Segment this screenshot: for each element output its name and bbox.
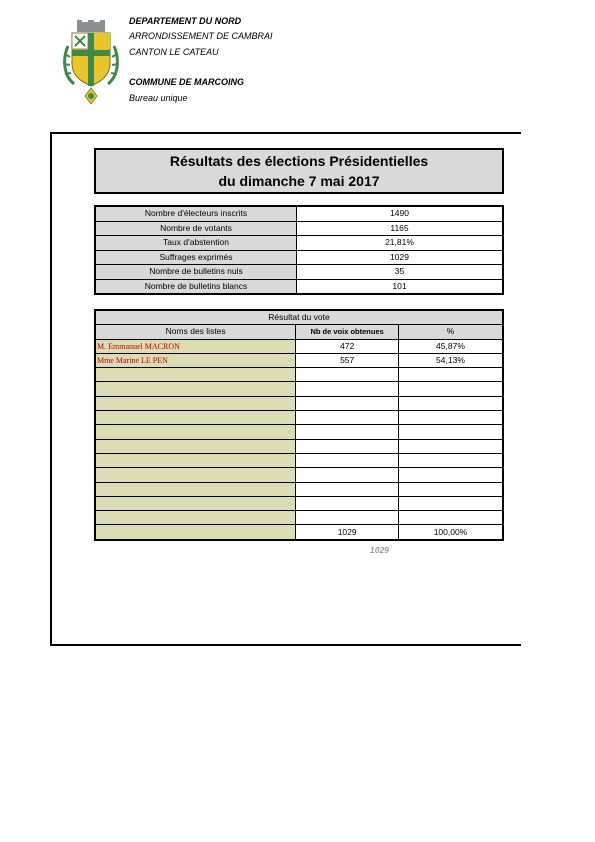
empty-row xyxy=(95,468,503,482)
table-row xyxy=(95,279,503,294)
empty-row xyxy=(95,496,503,510)
stat-label: Suffrages exprimés xyxy=(95,250,297,265)
stat-label: Nombre de bulletins blancs xyxy=(95,279,297,294)
frame-left-border xyxy=(50,132,52,646)
section-title: Résultat du vote xyxy=(95,310,503,325)
stat-label: Nombre d'électeurs inscrits xyxy=(95,206,297,221)
frame-bottom-border xyxy=(51,644,521,646)
statistics-table xyxy=(94,205,504,295)
empty-row xyxy=(95,453,503,467)
stat-value: 101 xyxy=(297,279,504,294)
column-header-count: Nb de voix obtenues xyxy=(296,325,399,339)
title-line-1: Résultats des élections Présidentielles xyxy=(169,153,429,169)
canton-line: CANTON LE CATEAU xyxy=(129,46,219,57)
column-header-pct: % xyxy=(398,325,503,339)
table-row xyxy=(95,353,503,367)
table-row xyxy=(95,206,503,221)
stat-label: Nombre de bulletins nuls xyxy=(95,265,297,280)
empty-row xyxy=(95,411,503,425)
empty-row xyxy=(95,482,503,496)
candidate-name: M. Emmanuel MACRON xyxy=(95,339,296,353)
table-row xyxy=(95,221,503,236)
letterhead xyxy=(129,14,273,106)
stat-label: Nombre de votants xyxy=(95,221,297,236)
table-section-header xyxy=(95,310,503,325)
total-count: 1029 xyxy=(296,525,399,540)
empty-row xyxy=(95,368,503,382)
empty-row xyxy=(95,439,503,453)
stat-value: 1490 xyxy=(297,206,504,221)
frame-top-border xyxy=(51,132,521,134)
vote-percent: 54,13% xyxy=(398,353,503,367)
coat-of-arms-icon xyxy=(62,20,120,106)
table-row xyxy=(95,236,503,251)
table-column-headers xyxy=(95,325,503,339)
department-line: DEPARTEMENT DU NORD xyxy=(129,16,242,26)
check-total: 1029 xyxy=(370,545,389,555)
total-percent: 100,00% xyxy=(398,525,503,540)
stat-value: 1165 xyxy=(297,221,504,236)
vote-results-table xyxy=(94,309,504,541)
stat-value: 1029 xyxy=(297,250,504,265)
vote-count: 557 xyxy=(296,353,399,367)
vote-count: 472 xyxy=(296,339,399,353)
table-row xyxy=(95,250,503,265)
bureau-line: Bureau unique xyxy=(129,92,188,103)
empty-row xyxy=(95,425,503,439)
stat-value: 35 xyxy=(297,265,504,280)
table-row xyxy=(95,265,503,280)
commune-line: COMMUNE DE MARCOING xyxy=(129,77,244,88)
total-label-cell xyxy=(95,525,296,540)
table-row xyxy=(95,339,503,353)
empty-row xyxy=(95,382,503,396)
stat-label: Taux d'abstention xyxy=(95,236,297,251)
empty-row xyxy=(95,396,503,410)
total-row xyxy=(95,525,503,540)
candidate-name: Mme Marine LE PEN xyxy=(95,353,296,367)
document-title xyxy=(94,148,504,194)
arrondissement-line: ARRONDISSEMENT DE CAMBRAI xyxy=(129,31,273,42)
vote-percent: 45,87% xyxy=(398,339,503,353)
stat-value: 21,81% xyxy=(297,236,504,251)
title-line-2: du dimanche 7 mai 2017 xyxy=(218,173,380,189)
empty-row xyxy=(95,511,503,525)
column-header-name: Noms des listes xyxy=(95,325,296,339)
